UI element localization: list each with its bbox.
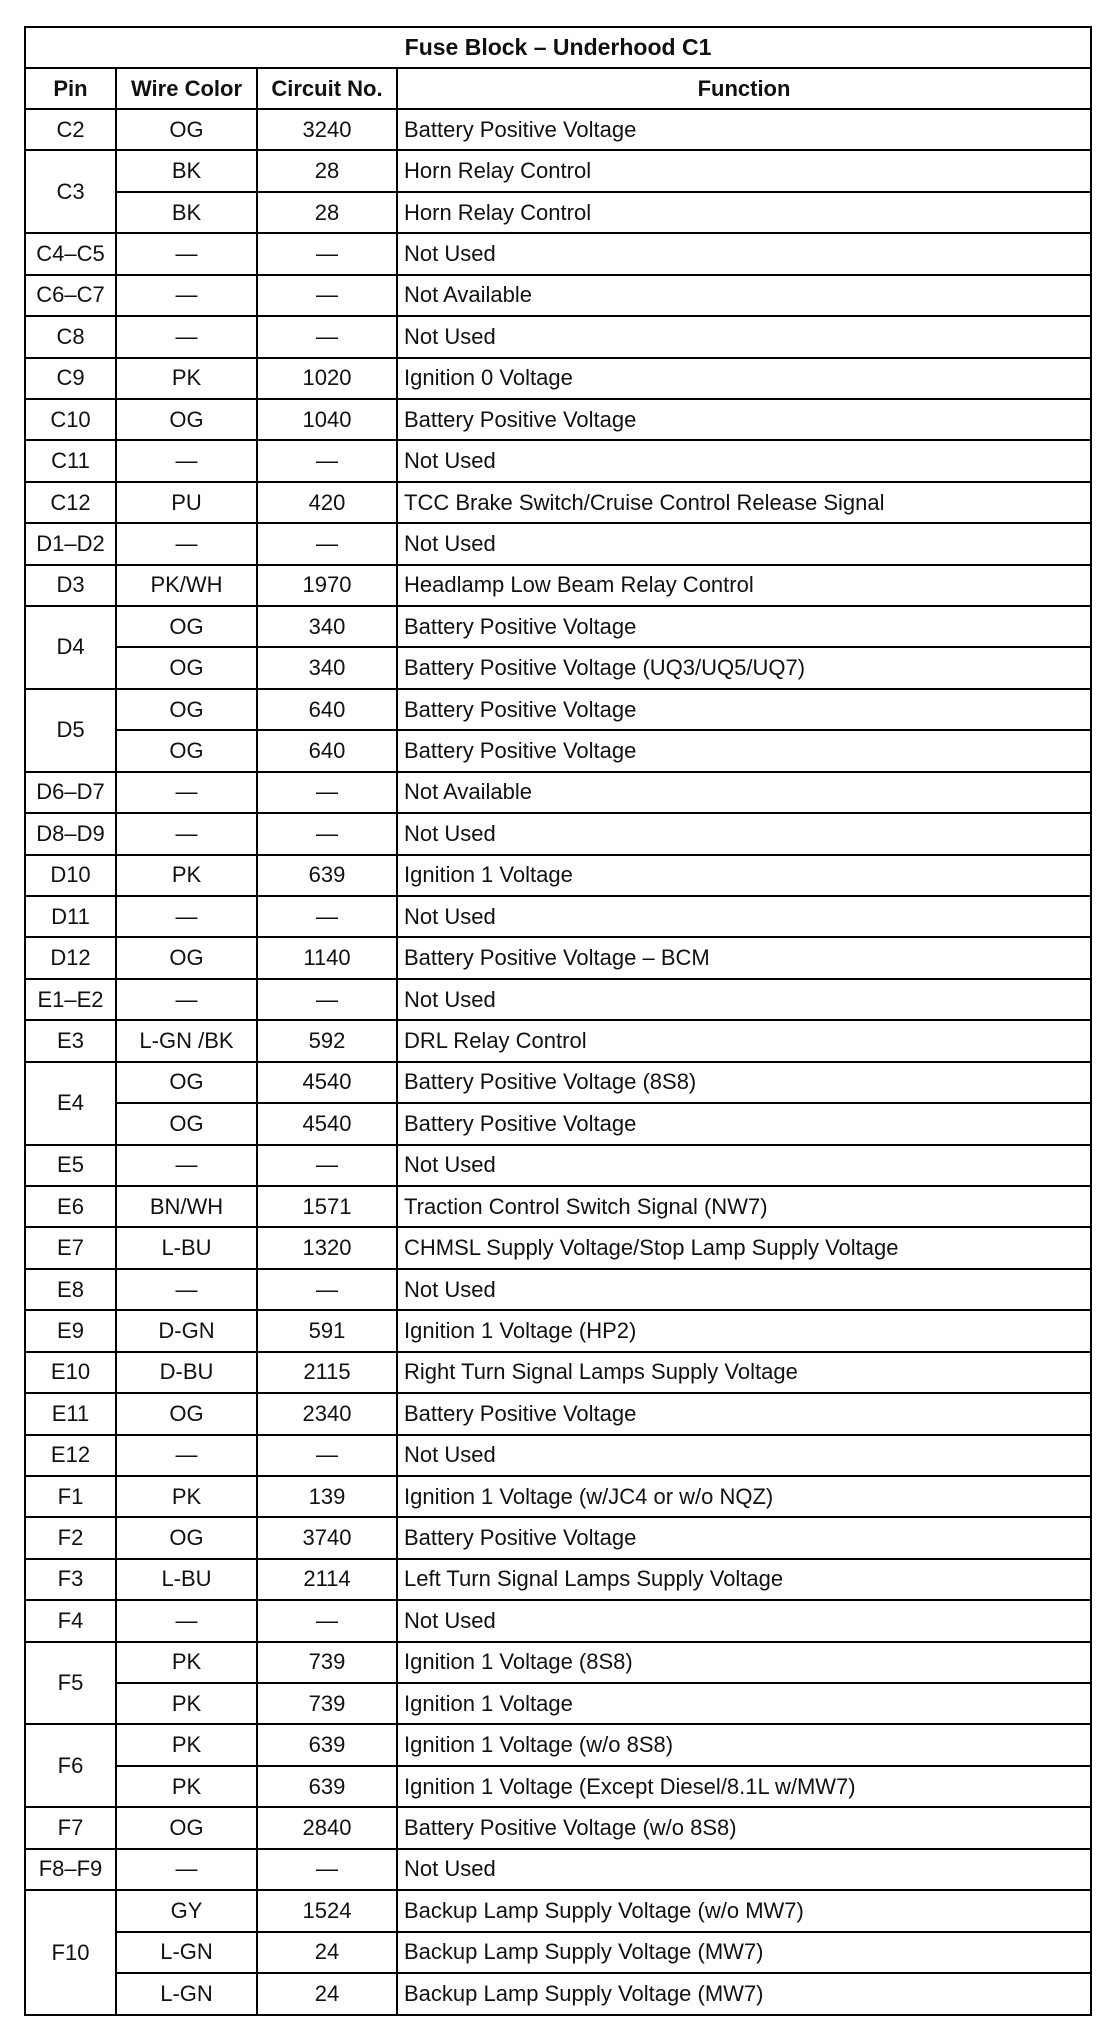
function-cell: Ignition 1 Voltage (w/JC4 or w/o NQZ) bbox=[397, 1476, 1091, 1517]
circuit-no-cell: 4540 bbox=[257, 1062, 397, 1103]
wire-color-cell: — bbox=[116, 1145, 257, 1186]
function-cell: Not Available bbox=[397, 275, 1091, 316]
wire-color-cell: — bbox=[116, 1435, 257, 1476]
table-row bbox=[25, 1352, 1091, 1393]
fuse-block-table bbox=[24, 26, 1092, 2016]
wire-color-cell: BK bbox=[116, 150, 257, 191]
table-row bbox=[25, 440, 1091, 481]
pin-cell: E7 bbox=[25, 1227, 116, 1268]
table-row bbox=[25, 399, 1091, 440]
circuit-no-cell: 1571 bbox=[257, 1186, 397, 1227]
wire-color-cell: — bbox=[116, 1600, 257, 1641]
function-cell: Not Available bbox=[397, 772, 1091, 813]
wire-color-cell: OG bbox=[116, 1062, 257, 1103]
table-row bbox=[25, 316, 1091, 357]
pin-cell: C4–C5 bbox=[25, 233, 116, 274]
pin-cell: D4 bbox=[25, 606, 116, 689]
pin-cell: F3 bbox=[25, 1559, 116, 1600]
function-cell: Ignition 1 Voltage (w/o 8S8) bbox=[397, 1724, 1091, 1765]
circuit-no-cell: — bbox=[257, 813, 397, 854]
wire-color-cell: — bbox=[116, 275, 257, 316]
circuit-no-cell: 639 bbox=[257, 855, 397, 896]
function-cell: Battery Positive Voltage bbox=[397, 109, 1091, 150]
wire-color-cell: PK bbox=[116, 358, 257, 399]
header-pin: Pin bbox=[25, 68, 116, 109]
circuit-no-cell: — bbox=[257, 1849, 397, 1890]
pin-cell: F5 bbox=[25, 1642, 116, 1725]
circuit-no-cell: 639 bbox=[257, 1766, 397, 1807]
pin-cell: D5 bbox=[25, 689, 116, 772]
function-cell: Horn Relay Control bbox=[397, 192, 1091, 233]
function-cell: Not Used bbox=[397, 896, 1091, 937]
function-cell: Battery Positive Voltage bbox=[397, 1103, 1091, 1144]
wire-color-cell: — bbox=[116, 523, 257, 564]
function-cell: Ignition 1 Voltage (Except Diesel/8.1L w/MW7) bbox=[397, 1766, 1091, 1807]
circuit-no-cell: 591 bbox=[257, 1310, 397, 1351]
function-cell: Backup Lamp Supply Voltage (MW7) bbox=[397, 1973, 1091, 2015]
wire-color-cell: OG bbox=[116, 647, 257, 688]
circuit-no-cell: 3240 bbox=[257, 109, 397, 150]
table-row bbox=[25, 1393, 1091, 1434]
table-row bbox=[25, 150, 1091, 191]
function-cell: Traction Control Switch Signal (NW7) bbox=[397, 1186, 1091, 1227]
pin-cell: C12 bbox=[25, 482, 116, 523]
header-function: Function bbox=[397, 68, 1091, 109]
table-row bbox=[25, 1807, 1091, 1848]
table-row bbox=[25, 1766, 1091, 1807]
circuit-no-cell: 1140 bbox=[257, 937, 397, 978]
function-cell: Ignition 1 Voltage bbox=[397, 1683, 1091, 1724]
function-cell: Left Turn Signal Lamps Supply Voltage bbox=[397, 1559, 1091, 1600]
function-cell: Not Used bbox=[397, 1600, 1091, 1641]
table-row bbox=[25, 1476, 1091, 1517]
circuit-no-cell: — bbox=[257, 772, 397, 813]
table-row bbox=[25, 1683, 1091, 1724]
wire-color-cell: PK bbox=[116, 1476, 257, 1517]
pin-cell: D8–D9 bbox=[25, 813, 116, 854]
circuit-no-cell: 1020 bbox=[257, 358, 397, 399]
pin-cell: D11 bbox=[25, 896, 116, 937]
circuit-no-cell: 2340 bbox=[257, 1393, 397, 1434]
header-row bbox=[25, 68, 1091, 109]
circuit-no-cell: 24 bbox=[257, 1932, 397, 1973]
wire-color-cell: — bbox=[116, 1269, 257, 1310]
table-row bbox=[25, 1145, 1091, 1186]
table-row bbox=[25, 482, 1091, 523]
wire-color-cell: PU bbox=[116, 482, 257, 523]
wire-color-cell: PK/WH bbox=[116, 565, 257, 606]
function-cell: Not Used bbox=[397, 523, 1091, 564]
circuit-no-cell: 420 bbox=[257, 482, 397, 523]
circuit-no-cell: 3740 bbox=[257, 1517, 397, 1558]
pin-cell: F6 bbox=[25, 1724, 116, 1807]
pin-cell: C11 bbox=[25, 440, 116, 481]
circuit-no-cell: 1524 bbox=[257, 1890, 397, 1931]
circuit-no-cell: 28 bbox=[257, 192, 397, 233]
function-cell: Battery Positive Voltage bbox=[397, 1517, 1091, 1558]
wire-color-cell: — bbox=[116, 440, 257, 481]
table-row bbox=[25, 1849, 1091, 1890]
pin-cell: C6–C7 bbox=[25, 275, 116, 316]
wire-color-cell: OG bbox=[116, 730, 257, 771]
function-cell: Battery Positive Voltage bbox=[397, 730, 1091, 771]
wire-color-cell: PK bbox=[116, 1642, 257, 1683]
circuit-no-cell: 4540 bbox=[257, 1103, 397, 1144]
pin-cell: C8 bbox=[25, 316, 116, 357]
pin-cell: E12 bbox=[25, 1435, 116, 1476]
function-cell: Battery Positive Voltage (8S8) bbox=[397, 1062, 1091, 1103]
table-row bbox=[25, 647, 1091, 688]
table-row bbox=[25, 1559, 1091, 1600]
wire-color-cell: OG bbox=[116, 689, 257, 730]
header-circuit-no: Circuit No. bbox=[257, 68, 397, 109]
circuit-no-cell: — bbox=[257, 233, 397, 274]
function-cell: Battery Positive Voltage bbox=[397, 689, 1091, 730]
wire-color-cell: BN/WH bbox=[116, 1186, 257, 1227]
pin-cell: C10 bbox=[25, 399, 116, 440]
circuit-no-cell: 739 bbox=[257, 1683, 397, 1724]
table-row bbox=[25, 1600, 1091, 1641]
pin-cell: F4 bbox=[25, 1600, 116, 1641]
circuit-no-cell: — bbox=[257, 275, 397, 316]
table-row bbox=[25, 1020, 1091, 1061]
pin-cell: E4 bbox=[25, 1062, 116, 1145]
wire-color-cell: OG bbox=[116, 937, 257, 978]
function-cell: Not Used bbox=[397, 1269, 1091, 1310]
circuit-no-cell: 28 bbox=[257, 150, 397, 191]
table-row bbox=[25, 813, 1091, 854]
circuit-no-cell: 592 bbox=[257, 1020, 397, 1061]
wire-color-cell: L-BU bbox=[116, 1559, 257, 1600]
circuit-no-cell: 24 bbox=[257, 1973, 397, 2015]
function-cell: Battery Positive Voltage – BCM bbox=[397, 937, 1091, 978]
wire-color-cell: BK bbox=[116, 192, 257, 233]
circuit-no-cell: 1320 bbox=[257, 1227, 397, 1268]
table-row bbox=[25, 772, 1091, 813]
wire-color-cell: OG bbox=[116, 399, 257, 440]
pin-cell: E9 bbox=[25, 1310, 116, 1351]
table-title: Fuse Block – Underhood C1 bbox=[25, 27, 1091, 68]
wire-color-cell: — bbox=[116, 1849, 257, 1890]
wire-color-cell: D-BU bbox=[116, 1352, 257, 1393]
function-cell: Ignition 1 Voltage bbox=[397, 855, 1091, 896]
table-row bbox=[25, 1724, 1091, 1765]
function-cell: Ignition 1 Voltage (HP2) bbox=[397, 1310, 1091, 1351]
wire-color-cell: L-BU bbox=[116, 1227, 257, 1268]
function-cell: Battery Positive Voltage (UQ3/UQ5/UQ7) bbox=[397, 647, 1091, 688]
wire-color-cell: L-GN /BK bbox=[116, 1020, 257, 1061]
wire-color-cell: — bbox=[116, 316, 257, 357]
title-row bbox=[25, 27, 1091, 68]
pin-cell: E5 bbox=[25, 1145, 116, 1186]
function-cell: Not Used bbox=[397, 440, 1091, 481]
function-cell: Not Used bbox=[397, 233, 1091, 274]
wire-color-cell: OG bbox=[116, 109, 257, 150]
wire-color-cell: — bbox=[116, 896, 257, 937]
pin-cell: D10 bbox=[25, 855, 116, 896]
wire-color-cell: — bbox=[116, 979, 257, 1020]
circuit-no-cell: — bbox=[257, 1600, 397, 1641]
table-row bbox=[25, 730, 1091, 771]
function-cell: Not Used bbox=[397, 1145, 1091, 1186]
pin-cell: C3 bbox=[25, 150, 116, 233]
function-cell: Battery Positive Voltage bbox=[397, 606, 1091, 647]
circuit-no-cell: — bbox=[257, 440, 397, 481]
table-row bbox=[25, 1973, 1091, 2015]
function-cell: Battery Positive Voltage bbox=[397, 1393, 1091, 1434]
pin-cell: F2 bbox=[25, 1517, 116, 1558]
table-row bbox=[25, 192, 1091, 233]
circuit-no-cell: — bbox=[257, 1145, 397, 1186]
wire-color-cell: PK bbox=[116, 1766, 257, 1807]
header-wire-color: Wire Color bbox=[116, 68, 257, 109]
function-cell: Not Used bbox=[397, 316, 1091, 357]
table-row bbox=[25, 1932, 1091, 1973]
pin-cell: F1 bbox=[25, 1476, 116, 1517]
table-row bbox=[25, 855, 1091, 896]
function-cell: Backup Lamp Supply Voltage (w/o MW7) bbox=[397, 1890, 1091, 1931]
function-cell: Ignition 0 Voltage bbox=[397, 358, 1091, 399]
wire-color-cell: — bbox=[116, 813, 257, 854]
pin-cell: D3 bbox=[25, 565, 116, 606]
pin-cell: E8 bbox=[25, 1269, 116, 1310]
table-row bbox=[25, 1435, 1091, 1476]
circuit-no-cell: 2840 bbox=[257, 1807, 397, 1848]
pin-cell: F7 bbox=[25, 1807, 116, 1848]
table-row bbox=[25, 1310, 1091, 1351]
wire-color-cell: PK bbox=[116, 855, 257, 896]
wire-color-cell: GY bbox=[116, 1890, 257, 1931]
circuit-no-cell: 640 bbox=[257, 730, 397, 771]
pin-cell: E11 bbox=[25, 1393, 116, 1434]
pin-cell: C2 bbox=[25, 109, 116, 150]
function-cell: Not Used bbox=[397, 1435, 1091, 1476]
function-cell: Ignition 1 Voltage (8S8) bbox=[397, 1642, 1091, 1683]
circuit-no-cell: 1040 bbox=[257, 399, 397, 440]
wire-color-cell: OG bbox=[116, 606, 257, 647]
function-cell: DRL Relay Control bbox=[397, 1020, 1091, 1061]
circuit-no-cell: — bbox=[257, 979, 397, 1020]
function-cell: Headlamp Low Beam Relay Control bbox=[397, 565, 1091, 606]
circuit-no-cell: 139 bbox=[257, 1476, 397, 1517]
wire-color-cell: PK bbox=[116, 1724, 257, 1765]
table-row bbox=[25, 1227, 1091, 1268]
table-body bbox=[25, 109, 1091, 2015]
circuit-no-cell: 340 bbox=[257, 647, 397, 688]
table-row bbox=[25, 1269, 1091, 1310]
circuit-no-cell: — bbox=[257, 1435, 397, 1476]
pin-cell: E6 bbox=[25, 1186, 116, 1227]
table-row bbox=[25, 1642, 1091, 1683]
function-cell: Right Turn Signal Lamps Supply Voltage bbox=[397, 1352, 1091, 1393]
table-row bbox=[25, 233, 1091, 274]
circuit-no-cell: 2115 bbox=[257, 1352, 397, 1393]
circuit-no-cell: 340 bbox=[257, 606, 397, 647]
table-row bbox=[25, 565, 1091, 606]
pin-cell: C9 bbox=[25, 358, 116, 399]
wire-color-cell: L-GN bbox=[116, 1932, 257, 1973]
table-row bbox=[25, 937, 1091, 978]
wire-color-cell: OG bbox=[116, 1393, 257, 1434]
wire-color-cell: — bbox=[116, 772, 257, 813]
circuit-no-cell: — bbox=[257, 316, 397, 357]
table-row bbox=[25, 606, 1091, 647]
table-row bbox=[25, 1186, 1091, 1227]
table-row bbox=[25, 896, 1091, 937]
table-row bbox=[25, 1103, 1091, 1144]
pin-cell: E3 bbox=[25, 1020, 116, 1061]
table-row bbox=[25, 1517, 1091, 1558]
table-row bbox=[25, 689, 1091, 730]
pin-cell: D1–D2 bbox=[25, 523, 116, 564]
pin-cell: D12 bbox=[25, 937, 116, 978]
circuit-no-cell: 640 bbox=[257, 689, 397, 730]
function-cell: Battery Positive Voltage bbox=[397, 399, 1091, 440]
circuit-no-cell: 639 bbox=[257, 1724, 397, 1765]
wire-color-cell: OG bbox=[116, 1807, 257, 1848]
pin-cell: F10 bbox=[25, 1890, 116, 2015]
pin-cell: E10 bbox=[25, 1352, 116, 1393]
function-cell: Not Used bbox=[397, 979, 1091, 1020]
table-row bbox=[25, 275, 1091, 316]
function-cell: CHMSL Supply Voltage/Stop Lamp Supply Voltage bbox=[397, 1227, 1091, 1268]
table-row bbox=[25, 1062, 1091, 1103]
wire-color-cell: D-GN bbox=[116, 1310, 257, 1351]
circuit-no-cell: 1970 bbox=[257, 565, 397, 606]
function-cell: Not Used bbox=[397, 813, 1091, 854]
pin-cell: D6–D7 bbox=[25, 772, 116, 813]
circuit-no-cell: — bbox=[257, 896, 397, 937]
function-cell: Battery Positive Voltage (w/o 8S8) bbox=[397, 1807, 1091, 1848]
wire-color-cell: PK bbox=[116, 1683, 257, 1724]
pin-cell: E1–E2 bbox=[25, 979, 116, 1020]
function-cell: Backup Lamp Supply Voltage (MW7) bbox=[397, 1932, 1091, 1973]
wire-color-cell: — bbox=[116, 233, 257, 274]
function-cell: TCC Brake Switch/Cruise Control Release Signal bbox=[397, 482, 1091, 523]
function-cell: Horn Relay Control bbox=[397, 150, 1091, 191]
circuit-no-cell: 739 bbox=[257, 1642, 397, 1683]
wire-color-cell: OG bbox=[116, 1103, 257, 1144]
pin-cell: F8–F9 bbox=[25, 1849, 116, 1890]
circuit-no-cell: 2114 bbox=[257, 1559, 397, 1600]
circuit-no-cell: — bbox=[257, 523, 397, 564]
table-row bbox=[25, 358, 1091, 399]
wire-color-cell: L-GN bbox=[116, 1973, 257, 2015]
circuit-no-cell: — bbox=[257, 1269, 397, 1310]
table-row bbox=[25, 1890, 1091, 1931]
wire-color-cell: OG bbox=[116, 1517, 257, 1558]
table-row bbox=[25, 109, 1091, 150]
function-cell: Not Used bbox=[397, 1849, 1091, 1890]
table-row bbox=[25, 523, 1091, 564]
table-row bbox=[25, 979, 1091, 1020]
